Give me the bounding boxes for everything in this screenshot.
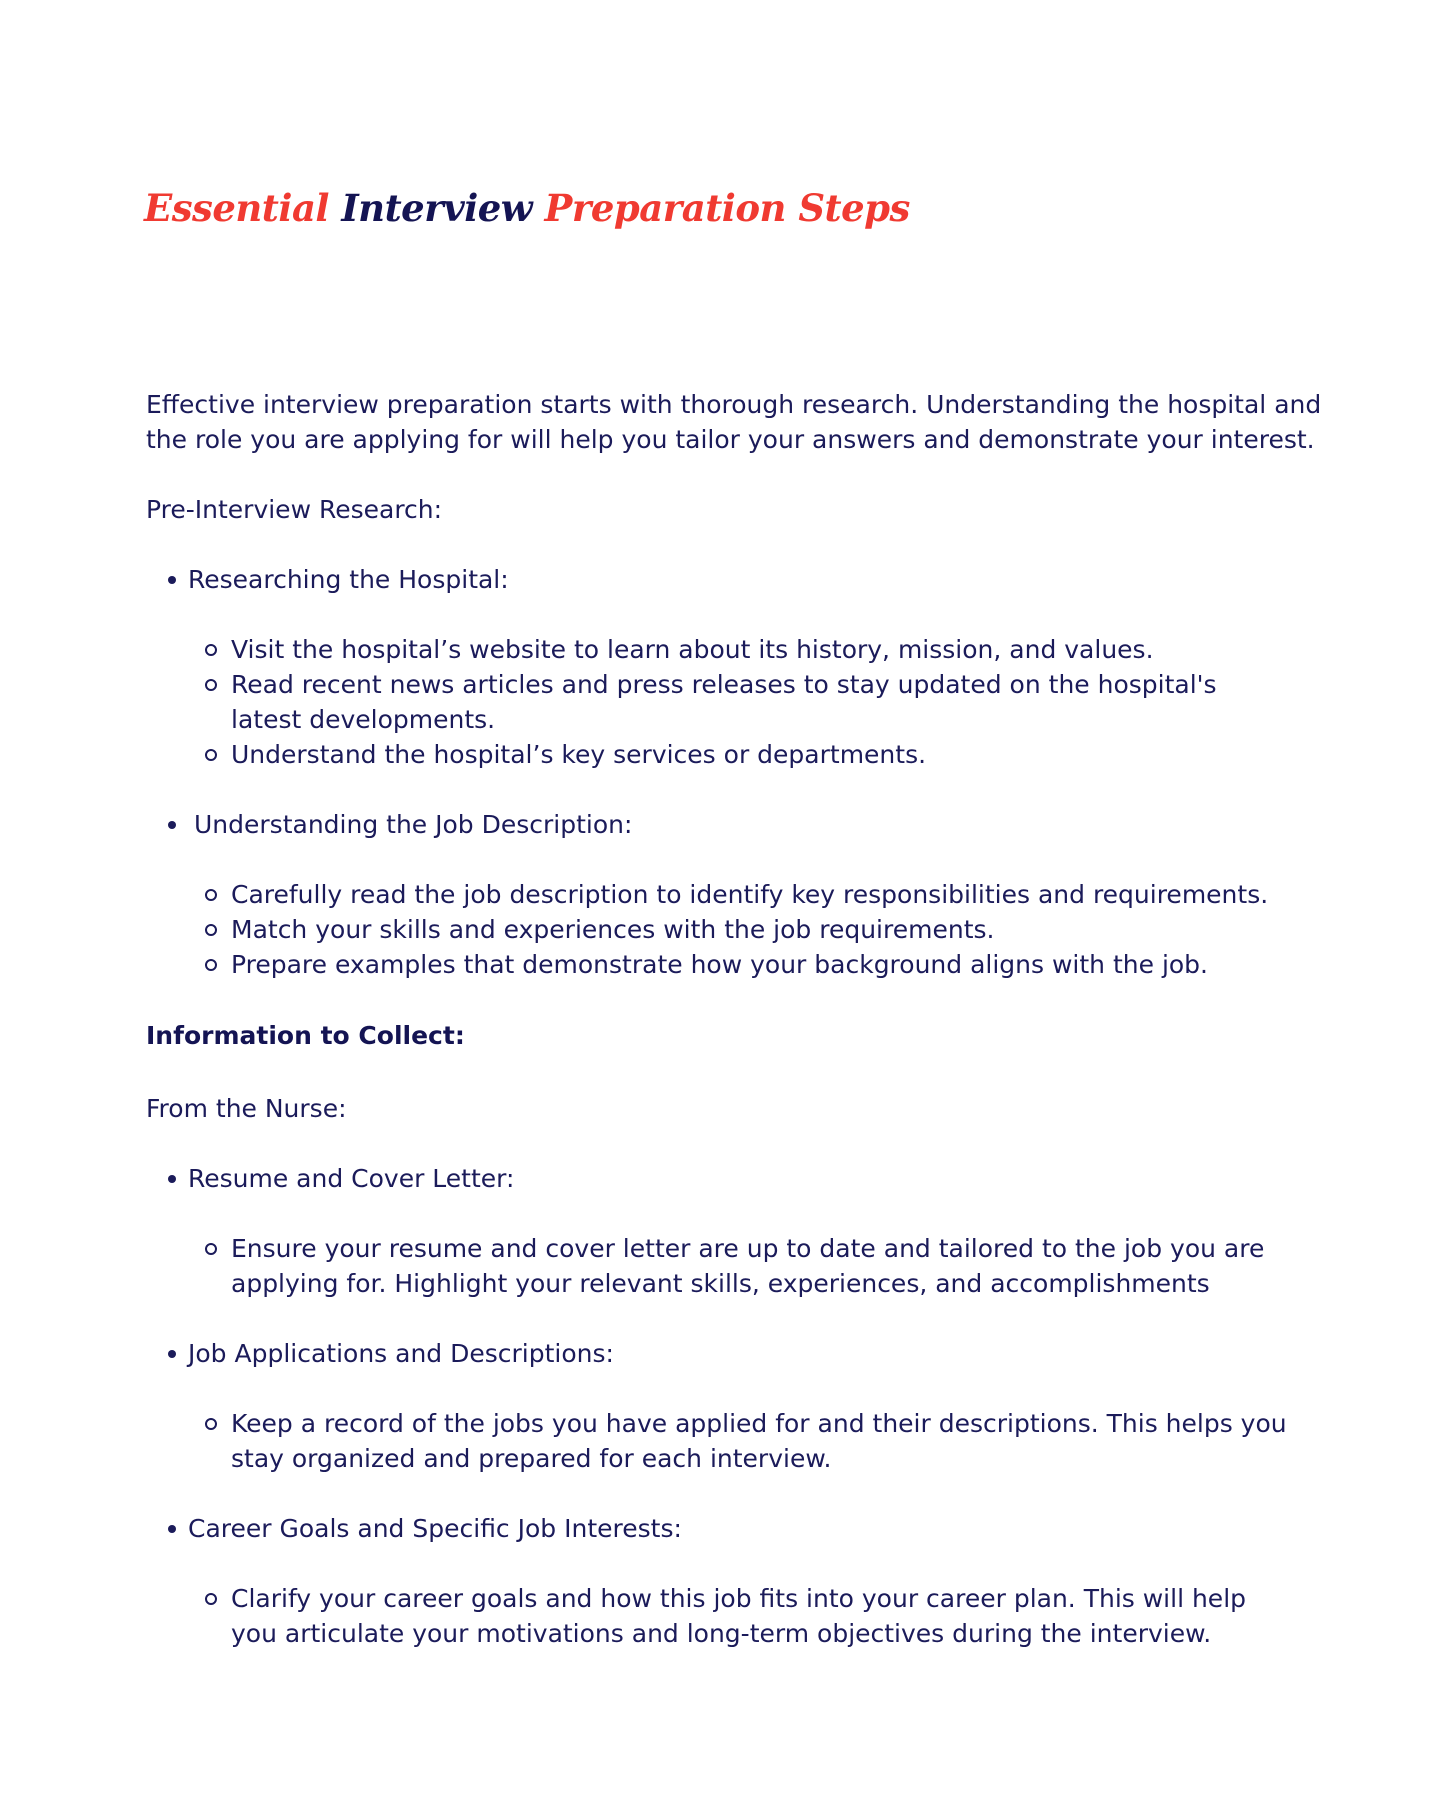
- circle-bullet-icon: [205, 1243, 217, 1255]
- sub-list-item-text: Prepare examples that demonstrate how your background aligns with the job.: [231, 950, 1209, 979]
- sub-list-item-text: Match your skills and experiences with the job requirements.: [231, 915, 995, 944]
- list-item-label: Career Goals and Specific Job Interests:: [188, 1514, 682, 1543]
- circle-bullet-icon: [205, 1593, 217, 1605]
- page-title: [144, 180, 910, 236]
- sub-list-item-text: Understand the hospital’s key services or departments.: [231, 740, 927, 769]
- bullet-icon: [168, 1175, 176, 1183]
- title-part-essential: Essential: [144, 186, 329, 230]
- circle-bullet-icon: [205, 924, 217, 936]
- list-item-label: Resume and Cover Letter:: [188, 1164, 515, 1193]
- title-part-interview: Interview: [341, 186, 533, 230]
- circle-bullet-icon: [205, 889, 217, 901]
- bullet-icon: [168, 1525, 176, 1533]
- section-heading-information-to-collect: Information to Collect:: [146, 1021, 465, 1050]
- intro-paragraph: Effective interview preparation starts with thorough research. Understanding the hospital and the role you are applying for will help you tailor your answers and demonstrate your interest.: [146, 390, 1322, 454]
- bullet-icon: [168, 1350, 176, 1358]
- list-item-label: Job Applications and Descriptions:: [188, 1339, 614, 1368]
- list-item-label: Understanding the Job Description:: [194, 810, 633, 839]
- bullet-icon: [168, 576, 176, 584]
- sub-list-item-text: Visit the hospital’s website to learn about its history, mission, and values.: [231, 635, 1154, 664]
- research-label: Pre-Interview Research:: [146, 495, 443, 524]
- sub-list-item-text: Clarify your career goals and how this job fits into your career plan. This will help you articulate your motivations and long-term objectives during the interview.: [231, 1584, 1247, 1648]
- sub-list-item-text: Read recent news articles and press releases to stay updated on the hospital's latest developments.: [231, 670, 1217, 734]
- title-part-preparation-steps: Preparation Steps: [544, 186, 910, 230]
- circle-bullet-icon: [205, 1418, 217, 1430]
- sub-list-item-text: Keep a record of the jobs you have applied for and their descriptions. This helps you stay organized and prepared for each interview.: [231, 1409, 1287, 1473]
- from-nurse-label: From the Nurse:: [146, 1094, 347, 1123]
- sub-list-item-text: Ensure your resume and cover letter are up to date and tailored to the job you are applying for. Highlight your relevant skills, experiences, and accomplishments: [231, 1234, 1265, 1298]
- circle-bullet-icon: [205, 959, 217, 971]
- sub-list-item-text: Carefully read the job description to identify key responsibilities and requirements.: [231, 880, 1269, 909]
- circle-bullet-icon: [205, 644, 217, 656]
- circle-bullet-icon: [205, 749, 217, 761]
- bullet-icon: [168, 821, 176, 829]
- list-item-label: Researching the Hospital:: [188, 565, 509, 594]
- circle-bullet-icon: [205, 679, 217, 691]
